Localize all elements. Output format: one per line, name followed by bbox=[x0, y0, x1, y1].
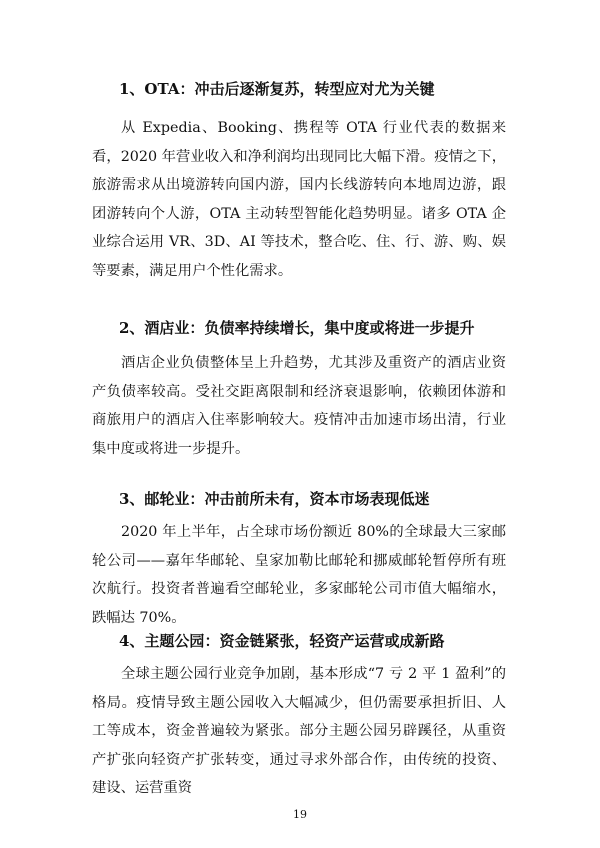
section-1-body: 从 Expedia、Booking、携程等 OTA 行业代表的数据来看，2020 年营业收入和净利润均出现同比大幅下滑。疫情之下，旅游需求从出境游转向国内游，国内长线游转向本地周边游，跟团游转向个人游，OTA 主动转型智能化趋势明显。诸多 OTA 企业综合运用 VR、3D、AI 等技术，整合吃、住、行、游、购、娱等要素，满足用户个性化需求。 bbox=[92, 120, 506, 279]
section-1-heading: 1、OTA：冲击后逐渐复苏，转型应对尤为关键 bbox=[119, 80, 435, 98]
section-3-body: 2020 年上半年，占全球市场份额近 80%的全球最大三家邮轮公司——嘉年华邮轮、皇家加勒比邮轮和挪威邮轮暂停所有班次航行。投资者普遍看空邮轮业，多家邮轮公司市值大幅缩水，跌幅达 70%。 bbox=[92, 524, 506, 626]
section-3-heading: 3、邮轮业：冲击前所未有，资本市场表现低迷 bbox=[119, 490, 430, 508]
section-4-heading: 4、主题公园：资金链紧张，轻资产运营或成新路 bbox=[119, 632, 445, 650]
page-number: 19 bbox=[293, 808, 307, 821]
section-2-heading: 2、酒店业：负债率持续增长，集中度或将进一步提升 bbox=[119, 319, 475, 337]
section-4-body: 全球主题公园行业竞争加剧，基本形成“7 亏 2 平 1 盈利”的格局。疫情导致主题公园收入大幅减少，但仍需要承担折旧、人工等成本，资金普遍较为紧张。部分主题公园另辟蹊径，从重资产扩张向轻资产扩张转变，通过寻求外部合作，由传统的投资、建设、运营重资 bbox=[92, 666, 506, 796]
section-2-body: 酒店企业负债整体呈上升趋势，尤其涉及重资产的酒店业资产负债率较高。受社交距离限制和经济衰退影响，依赖团体游和商旅用户的酒店入住率影响较大。疫情冲击加速市场出清，行业集中度或将进一步提升。 bbox=[92, 355, 506, 457]
